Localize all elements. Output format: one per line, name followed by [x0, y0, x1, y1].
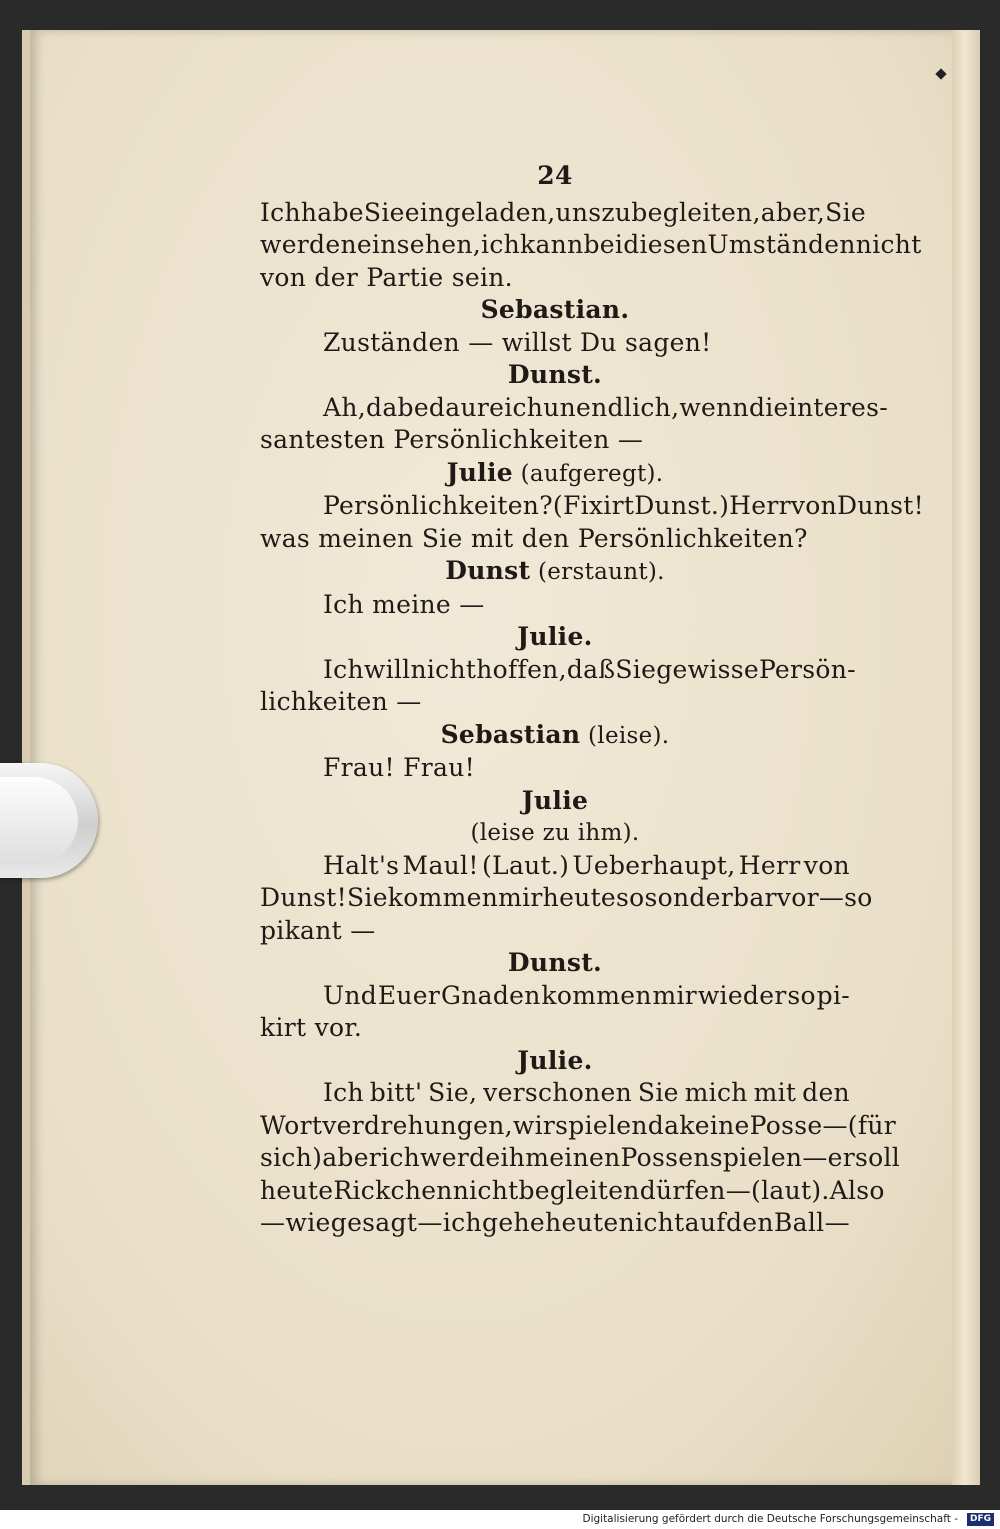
speaker-name: Dunst. — [507, 360, 603, 389]
speaker-name: Sebastian. — [480, 295, 630, 324]
text-lines — [260, 197, 924, 1240]
text-line: Dunst! Sie kommen mir heute so sonderbar vor — so — [260, 883, 873, 912]
text-line: Ah, da bedaure ich unendlich, wenn die interes- — [323, 392, 889, 422]
speaker-name: Julie. — [517, 1045, 593, 1075]
text-line: von der Partie sein. — [260, 262, 513, 292]
text-line: sich) aber ich werde ihm einen Possen spielen — er soll — [260, 1143, 901, 1172]
speaker-name: Dunst. — [507, 948, 603, 977]
text-line: lichkeiten — — [260, 687, 422, 716]
speaker-heading — [260, 359, 850, 392]
stage-direction: (leise). — [580, 722, 670, 749]
text-line: Ich habe Sie eingeladen, uns zu begleiten, aber, Sie — [260, 197, 866, 227]
stage-direction: (leise zu ihm). — [470, 820, 640, 846]
speaker-heading — [260, 457, 850, 491]
text-line: Ich will nicht hoffen, daß Sie gewisse Persön- — [323, 654, 856, 684]
stage-direction: (aufgeregt). — [512, 460, 664, 487]
speaker-name: Julie. — [517, 622, 593, 651]
speaker-heading — [260, 294, 850, 327]
page-text-block — [260, 160, 924, 1240]
speaker-heading — [260, 1045, 850, 1078]
text-line: pikant — — [260, 915, 376, 945]
text-line: Ich bitt' Sie, verschonen Sie mich mit den — [323, 1078, 850, 1107]
text-line: Frau! Frau! — [323, 753, 475, 782]
page-number: 24 — [537, 161, 573, 190]
text-line: was meinen Sie mit den Persönlichkeiten? — [260, 523, 808, 553]
text-line: heute Rickchen nicht begleiten dürfen — (laut). Also — [260, 1175, 885, 1205]
footer-bar — [0, 1510, 1000, 1529]
speaker-heading — [260, 947, 850, 980]
stage-direction: (erstaunt). — [530, 559, 665, 585]
text-line: santesten Persönlichkeiten — — [260, 425, 644, 454]
speaker-name: Julie — [521, 785, 589, 815]
text-line: Persönlichkeiten? (Fixirt Dunst.) Herr von Dunst! — [323, 491, 924, 520]
text-line: Halt's Maul! (Laut.) Ueberhaupt, Herr von — [323, 850, 850, 880]
speaker-name: Sebastian — [440, 719, 581, 749]
page-clip-highlight — [0, 777, 78, 864]
speaker-name: Dunst — [445, 556, 531, 585]
text-line: — wie gesagt — ich gehe heute nicht auf den Ball — — [260, 1208, 850, 1237]
dfg-logo: DFG — [967, 1513, 994, 1526]
text-line: Ich meine — — [323, 589, 485, 619]
speaker-name: Julie — [446, 457, 513, 487]
book-page — [22, 30, 980, 1485]
text-line: Wortverdrehungen, wir spielen da keine Posse — (für — [260, 1110, 897, 1140]
speaker-heading — [260, 621, 850, 654]
page-edge — [952, 30, 980, 1485]
speaker-heading — [260, 555, 850, 589]
speaker-heading — [260, 719, 850, 753]
text-line: werden einsehen, ich kann bei diesen Umständen nicht — [260, 230, 922, 259]
text-line: kirt vor. — [260, 1013, 363, 1042]
speaker-heading — [260, 785, 850, 818]
text-line: Und Euer Gnaden kommen mir wieder so pi- — [323, 980, 850, 1010]
text-line: Zuständen — willst Du sagen! — [323, 327, 712, 357]
funding-credit: Digitalisierung gefördert durch die Deutsche Forschungsgemeinschaft - — [582, 1513, 958, 1525]
